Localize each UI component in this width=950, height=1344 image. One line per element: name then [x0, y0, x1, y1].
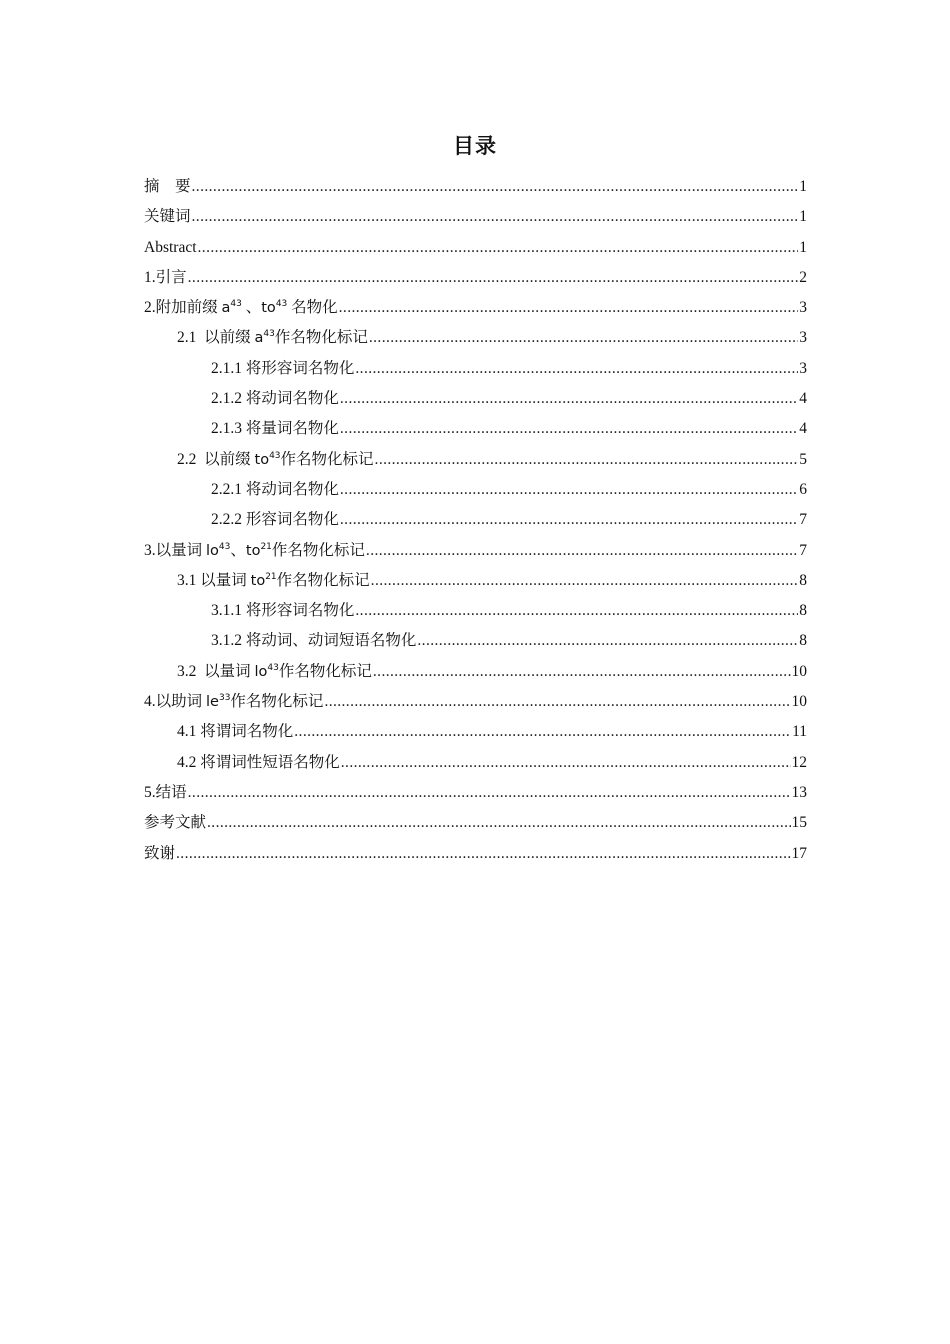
toc-label-text: 2.1 以前缀 — [177, 329, 255, 347]
dot-leader — [340, 505, 798, 535]
toc-entry-label — [144, 536, 365, 566]
toc-page-number: 15 — [791, 814, 807, 832]
toc-entry[interactable] — [144, 808, 807, 838]
toc-entry-label — [177, 748, 340, 778]
tone-superscript: 43 — [267, 662, 279, 673]
toc-label-segment — [211, 354, 354, 384]
toc-label-segment — [211, 414, 339, 444]
toc-entry-label — [144, 778, 187, 808]
page-title: 目录 — [453, 134, 497, 158]
toc-label-segment — [177, 717, 293, 747]
toc-label-text: 4.2 将谓词性短语名物化 — [177, 753, 340, 771]
toc-entry[interactable] — [144, 839, 807, 869]
toc-label-segment — [206, 536, 230, 566]
toc-label-text: 、 — [241, 299, 262, 317]
toc-label-segment — [144, 839, 175, 869]
toc-page-number: 10 — [791, 662, 807, 680]
toc-label-text: a — [221, 300, 231, 317]
tone-superscript: 43 — [230, 299, 242, 310]
dot-leader — [176, 839, 790, 869]
dot-leader — [355, 354, 798, 384]
dot-leader — [198, 233, 799, 263]
toc-page-number: 8 — [799, 602, 807, 620]
toc-label-text: 、 — [230, 541, 246, 559]
toc-label-text: 作名物化标记 — [278, 662, 372, 680]
toc-label-segment — [211, 384, 339, 414]
toc-entry[interactable] — [144, 293, 807, 323]
toc-entry-label — [144, 233, 197, 263]
toc-label-segment — [177, 748, 340, 778]
toc-entry-label — [144, 687, 323, 717]
toc-entry[interactable] — [144, 323, 807, 353]
toc-label-segment — [144, 172, 191, 202]
tone-superscript: 43 — [263, 329, 275, 340]
toc-page-number: 4 — [799, 420, 807, 438]
dot-leader — [375, 445, 799, 475]
toc-page-number: 12 — [791, 753, 807, 771]
toc-entry[interactable] — [144, 384, 807, 414]
toc-label-text: 3.2 以量词 — [177, 662, 255, 680]
toc-label-segment — [272, 536, 365, 566]
toc-entry-label — [144, 808, 206, 838]
toc-label-text: 作名物化标记 — [271, 541, 365, 559]
toc-label-text: 2.附加前缀 — [144, 299, 222, 317]
toc-label-segment — [144, 778, 187, 808]
toc-page-number: 17 — [791, 844, 807, 862]
toc-label-segment — [251, 566, 277, 596]
toc-entry-label — [211, 596, 354, 626]
toc-label-text: 作名物化标记 — [280, 450, 374, 468]
toc-label-segment — [255, 323, 275, 353]
toc-label-segment — [261, 293, 287, 323]
toc-label-segment — [144, 202, 191, 232]
toc-entry-label — [211, 475, 339, 505]
toc-page-number: 13 — [791, 783, 807, 801]
toc-entry[interactable] — [144, 778, 807, 808]
dot-leader — [192, 172, 799, 202]
toc-label-segment — [230, 687, 323, 717]
toc-label-segment — [275, 323, 368, 353]
toc-entry[interactable] — [144, 172, 807, 202]
toc-label-text: 4.1 将谓词名物化 — [177, 723, 294, 741]
toc-label-segment — [144, 687, 206, 717]
toc-entry[interactable] — [144, 505, 807, 535]
dot-leader — [188, 778, 791, 808]
toc-page-number: 1 — [799, 208, 807, 226]
toc-entry[interactable] — [144, 687, 807, 717]
toc-entry[interactable] — [144, 717, 807, 747]
toc-entry-label — [177, 657, 372, 687]
toc-label-text: to — [245, 542, 261, 559]
toc-label-text: 3.以量词 — [144, 541, 207, 559]
toc-label-text: to — [254, 451, 270, 468]
toc-entry-label — [211, 414, 339, 444]
toc-page-number: 8 — [799, 571, 807, 589]
toc-page-number: 3 — [799, 359, 807, 377]
toc-label-text: 3.1.1 将形容词名物化 — [211, 602, 355, 620]
dot-leader — [340, 414, 798, 444]
toc-label-text: 3.1.2 将动词、动词短语名物化 — [211, 632, 417, 650]
toc-entry[interactable] — [144, 596, 807, 626]
tone-superscript: 43 — [218, 541, 231, 552]
toc-page-number: 10 — [791, 693, 807, 711]
toc-page-number: 1 — [799, 238, 807, 256]
dot-leader — [417, 626, 798, 656]
toc-label-text: 摘 要 — [144, 178, 191, 195]
toc-page-number: 7 — [799, 541, 807, 559]
toc-page-number: 11 — [792, 723, 807, 741]
toc-label-segment — [281, 445, 374, 475]
toc-entry-label — [211, 354, 354, 384]
toc-label-text: a — [254, 330, 264, 347]
toc-label-text: 4.以助词 — [144, 693, 207, 711]
toc-entry[interactable] — [144, 626, 807, 656]
toc-entry[interactable] — [144, 536, 807, 566]
toc-page-number: 7 — [799, 511, 807, 529]
toc-label-segment — [144, 536, 206, 566]
toc-label-text: 5.结语 — [144, 783, 187, 801]
toc-page-number: 1 — [799, 178, 807, 195]
tone-superscript: 43 — [275, 299, 288, 310]
toc-page-number: 3 — [799, 329, 807, 347]
toc-entry[interactable] — [144, 748, 807, 778]
toc-entry-label — [177, 717, 293, 747]
toc-label-text: 2.1.3 将量词名物化 — [211, 420, 339, 438]
toc-label-text: to — [250, 572, 266, 589]
toc-label-text: 2.2.2 形容词名物化 — [211, 511, 339, 529]
toc-label-segment — [255, 657, 279, 687]
toc-label-segment — [211, 475, 339, 505]
toc-page-number: 3 — [799, 299, 807, 317]
toc-label-segment — [206, 687, 230, 717]
toc-label-text: 1.引言 — [144, 268, 187, 286]
toc-entry[interactable] — [144, 566, 807, 596]
toc-label-segment — [255, 445, 281, 475]
toc-entry-label — [144, 202, 191, 232]
toc-label-text: 关键词 — [144, 208, 191, 226]
dot-leader — [207, 808, 790, 838]
toc-label-segment — [144, 293, 222, 323]
toc-entry[interactable] — [144, 354, 807, 384]
dot-leader — [294, 717, 791, 747]
toc-entry-label — [211, 505, 339, 535]
toc-entry-label — [144, 839, 175, 869]
dot-leader — [324, 687, 790, 717]
toc-label-text: 2.1.1 将形容词名物化 — [211, 359, 355, 377]
tone-superscript: 21 — [265, 571, 277, 582]
dot-leader — [369, 323, 798, 353]
table-of-contents — [144, 172, 807, 869]
toc-label-segment — [144, 808, 206, 838]
toc-label-segment — [242, 293, 261, 323]
dot-leader — [339, 293, 799, 323]
tone-superscript: 21 — [260, 541, 272, 552]
toc-label-segment — [144, 233, 197, 263]
toc-label-text: 2.2.1 将动词名物化 — [211, 480, 339, 498]
toc-page-number: 8 — [799, 632, 807, 650]
toc-entry-label — [211, 384, 339, 414]
toc-label-text: 2.1.2 将动词名物化 — [211, 390, 339, 408]
toc-label-segment — [287, 293, 337, 323]
toc-label-text: 作名物化标记 — [276, 571, 370, 589]
toc-page-number: 5 — [799, 450, 807, 468]
toc-label-segment — [246, 536, 272, 566]
toc-label-text: 作名物化标记 — [274, 329, 368, 347]
toc-label-text: 3.1 以量词 — [177, 571, 251, 589]
toc-entry-label — [211, 626, 416, 656]
dot-leader — [188, 263, 799, 293]
toc-entry-label — [144, 172, 191, 202]
toc-label-text: lo — [254, 663, 268, 680]
dot-leader — [373, 657, 791, 687]
toc-label-text: 名物化 — [287, 299, 338, 317]
toc-label-text: le — [206, 694, 219, 711]
toc-label-segment — [211, 505, 339, 535]
toc-page-number: 2 — [799, 268, 807, 286]
toc-label-segment — [277, 566, 370, 596]
toc-label-text: 2.2 以前缀 — [177, 450, 255, 468]
dot-leader — [355, 596, 798, 626]
toc-label-segment — [177, 323, 255, 353]
toc-entry[interactable] — [144, 445, 807, 475]
toc-label-text: 参考文献 — [144, 814, 207, 832]
toc-label-text: 致谢 — [144, 844, 176, 862]
toc-entry[interactable] — [144, 475, 807, 505]
tone-superscript: 33 — [218, 693, 231, 704]
toc-entry[interactable] — [144, 657, 807, 687]
toc-label-segment — [222, 293, 242, 323]
toc-entry[interactable] — [144, 233, 807, 263]
toc-page-number: 4 — [799, 390, 807, 408]
toc-label-segment — [177, 445, 255, 475]
tone-superscript: 43 — [269, 450, 281, 461]
toc-label-text: 作名物化标记 — [230, 693, 324, 711]
toc-label-segment — [230, 536, 246, 566]
toc-page-number: 6 — [799, 480, 807, 498]
toc-entry[interactable] — [144, 263, 807, 293]
dot-leader — [341, 748, 791, 778]
toc-entry[interactable] — [144, 202, 807, 232]
toc-label-text: lo — [206, 542, 219, 559]
toc-label-text: Abstract — [144, 238, 197, 256]
toc-label-segment — [211, 596, 354, 626]
toc-entry[interactable] — [144, 414, 807, 444]
toc-entry-label — [177, 445, 374, 475]
toc-entry-label — [144, 293, 338, 323]
toc-label-segment — [177, 657, 255, 687]
toc-label-segment — [144, 263, 187, 293]
toc-entry-label — [177, 323, 368, 353]
toc-label-segment — [279, 657, 372, 687]
dot-leader — [371, 566, 799, 596]
toc-label-segment — [211, 626, 416, 656]
toc-label-text: to — [261, 300, 276, 317]
toc-label-segment — [177, 566, 251, 596]
dot-leader — [192, 202, 799, 232]
toc-entry-label — [144, 263, 187, 293]
toc-entry-label — [177, 566, 370, 596]
dot-leader — [340, 475, 798, 505]
dot-leader — [340, 384, 798, 414]
dot-leader — [366, 536, 798, 566]
